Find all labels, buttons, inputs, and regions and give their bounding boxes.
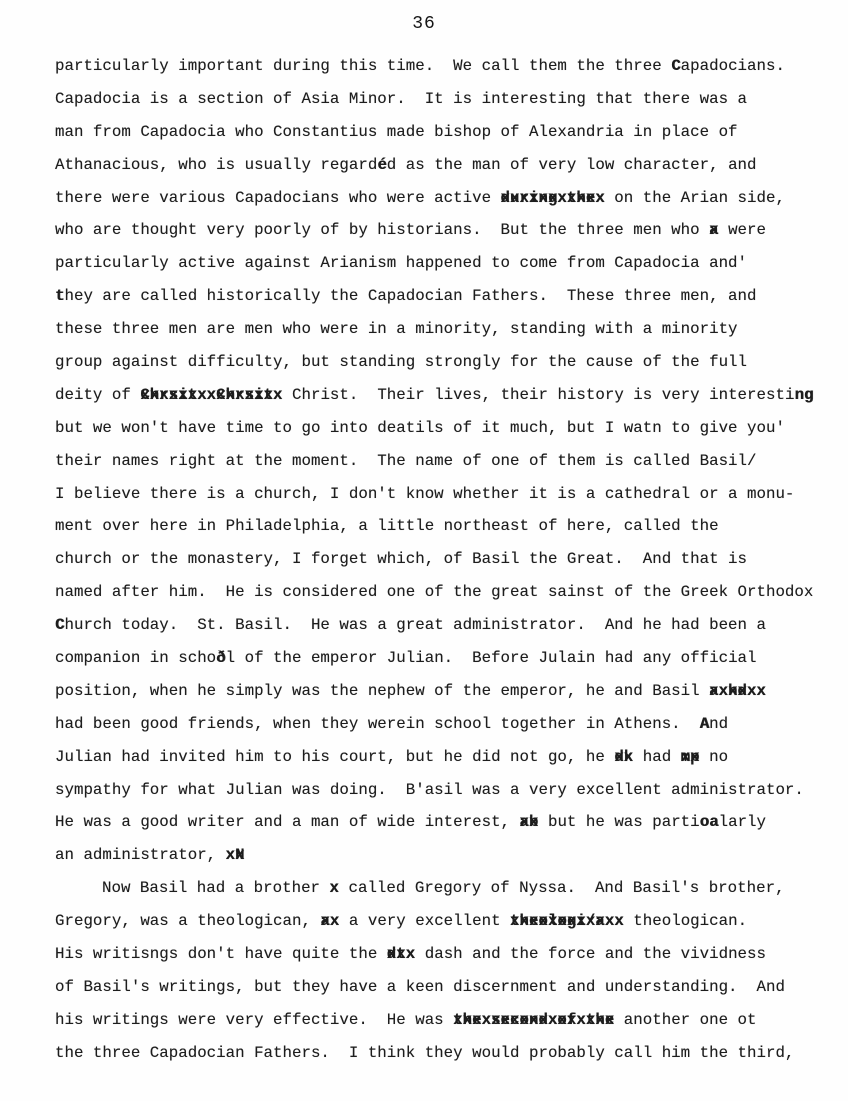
text-segment: Julian had invited him to his court, but he did not go, he xyxy=(55,747,615,766)
text-line xyxy=(55,182,830,215)
text-line xyxy=(55,149,830,182)
text-segment: another one ot xyxy=(614,1010,757,1029)
text-segment: hurch today. St. Basil. He was a great administrator. And he had been a xyxy=(64,616,766,635)
text-segment: church or the monastery, I forget which, of Basil the Great. And that is xyxy=(55,550,748,569)
text-line xyxy=(55,510,830,543)
overstruck-text: thexsecondxofxthe xxxxxxxxxxxxxxxxxxxxxxxx xyxy=(453,1004,614,1037)
text-segment: ment over here in Philadelphia, a little northeast of here, called the xyxy=(55,517,719,536)
text-line xyxy=(55,346,830,379)
text-segment: d as the man of very low character, and xyxy=(386,155,757,174)
text-segment: the three Capadocian Fathers. I think they would probably call him the third, xyxy=(55,1043,795,1062)
text-segment: his writings were very effective. He was xyxy=(55,1010,454,1029)
text-segment: deity of xyxy=(55,385,141,404)
text-segment: apadocians. xyxy=(680,57,785,75)
text-segment: position, when he simply was the nephew of the emperor, he and Basil xyxy=(55,681,710,700)
text-segment: named after him. He is considered one of the great sainst of the Greek Orthodox xyxy=(55,583,814,602)
page-number: 36 xyxy=(412,14,436,34)
text-segment: group against difficulty, but standing strongly for the cause of the full xyxy=(55,353,748,372)
text-segment: companion in scho xyxy=(55,649,217,668)
text-segment: but we won't have time to go into deatils of it much, but I watn to give you' xyxy=(55,418,785,437)
text-line xyxy=(55,445,830,478)
text-line xyxy=(55,675,830,708)
text-segment: Christ. Their lives, their history is very interesti xyxy=(282,385,795,404)
text-segment: there were various Capadocians who were active xyxy=(55,188,501,207)
text-line xyxy=(55,1037,830,1070)
text-line xyxy=(55,116,830,149)
typewritten-text-body xyxy=(0,50,848,1070)
text-line xyxy=(55,280,830,313)
overstruck-text: a xxxxxxxxxxxxxxxxxxxxxxxx xyxy=(709,214,718,247)
text-line xyxy=(55,872,830,905)
text-line xyxy=(55,905,830,938)
overstruck-text: axhdxx xxxxxxxxxxxxxxxxxxxxxxxx xyxy=(709,675,766,708)
text-segment: on the Arian side, xyxy=(604,188,785,207)
text-line xyxy=(55,806,830,839)
text-segment: were xyxy=(718,221,766,240)
text-segment: a very excellent xyxy=(339,912,511,931)
overstruck-text: mp xxxxxxxxxxxxxxxxxxxxxxxx xyxy=(681,741,700,774)
text-segment: He was a good writer and a man of wide interest, xyxy=(55,813,520,832)
overtyped-text: ng xyxy=(794,385,814,404)
text-segment: sympathy for what Julian was doing. B'asil was a very excellent administrator. xyxy=(55,780,804,799)
text-line xyxy=(55,642,830,675)
text-segment: who are thought very poorly of by historians. But the three men who xyxy=(55,221,710,240)
text-segment: called Gregory of Nyssa. And Basil's brother, xyxy=(339,879,785,898)
text-segment: particularly important during this time. We call them the three xyxy=(55,57,672,75)
overtyped-text: C xyxy=(55,616,65,635)
overstruck-text: theologi/axx xxxxxxxxxxxxxxxxxxxxxxxx xyxy=(510,905,624,938)
text-segment: of Basil's writings, but they have a keen discernment and understanding. And xyxy=(55,977,785,996)
text-segment: Capadocia is a section of Asia Minor. It is interesting that there was a xyxy=(55,89,748,108)
overstruck-text: ab xxxxxxxxxxxxxxxxxxxxxxxx xyxy=(520,806,539,839)
text-line xyxy=(55,379,830,412)
overstruck-text: dk xxxxxxxxxxxxxxxxxxxxxxxx xyxy=(614,741,633,774)
text-segment: had xyxy=(633,747,681,766)
overstruck-text: xN xxxxxxxxxxxxxxxxxxxxxxxx xyxy=(226,839,245,872)
text-line xyxy=(55,543,830,576)
text-segment: larly xyxy=(718,813,767,832)
text-line xyxy=(55,412,830,445)
overstruck-text: x xxxxxxxxxxxxxxxxxxxxxxxx xyxy=(330,872,339,905)
text-line xyxy=(55,774,830,807)
text-segment: these three men are men who were in a minority, standing with a minority xyxy=(55,320,738,339)
text-line xyxy=(55,313,830,346)
text-line xyxy=(55,741,830,774)
text-segment: His writisngs don't have quite the xyxy=(55,945,387,964)
text-segment: but he was parti xyxy=(538,813,700,832)
text-segment: Now Basil had a brother xyxy=(102,879,330,898)
text-segment: no xyxy=(699,747,729,766)
text-line xyxy=(55,247,830,280)
overstruck-text: ChrsitxxChrsitx xxxxxxxxxxxxxxxxxxxxxxxx xyxy=(140,379,282,412)
text-segment: theologican. xyxy=(623,912,748,931)
text-line xyxy=(55,478,830,511)
overtyped-text: A xyxy=(699,714,710,733)
text-segment: nd xyxy=(709,714,729,733)
overtyped-text: t xyxy=(55,287,65,306)
text-line xyxy=(55,50,830,83)
overtyped-text: ð xyxy=(216,649,226,668)
overstruck-text: ax xxxxxxxxxxxxxxxxxxxxxxxx xyxy=(320,905,339,938)
text-line xyxy=(55,576,830,609)
text-segment: particularly active against Arianism happened to come from Capadocia and' xyxy=(55,254,748,273)
overstruck-text: dtx xxxxxxxxxxxxxxxxxxxxxxxx xyxy=(387,938,415,971)
text-segment: man from Capadocia who Constantius made bishop of Alexandria in place of xyxy=(55,122,738,141)
overtyped-text: C xyxy=(671,57,681,75)
text-segment: Gregory, was a theologican, xyxy=(55,912,321,931)
text-line xyxy=(55,971,830,1004)
overtyped-text: é xyxy=(377,155,387,174)
text-segment: I believe there is a church, I don't know whether it is a cathedral or a monu- xyxy=(55,484,795,503)
overstruck-text: duringxthex xxxxxxxxxxxxxxxxxxxxxxxx xyxy=(501,182,605,215)
text-line xyxy=(55,83,830,116)
text-line xyxy=(55,938,830,971)
text-segment: dash and the force and the vividness xyxy=(415,945,766,964)
text-line xyxy=(55,708,830,741)
text-line xyxy=(55,839,830,872)
text-line xyxy=(55,609,830,642)
overtyped-text: oa xyxy=(699,813,719,832)
text-segment: hey are called historically the Capadocian Fathers. These three men, and xyxy=(64,287,757,306)
text-segment: l of the emperor Julian. Before Julain had any official xyxy=(225,649,757,668)
text-segment: their names right at the moment. The name of one of them is called Basil/ xyxy=(55,451,757,470)
text-segment: had been good friends, when they werein school together in Athens. xyxy=(55,714,700,733)
text-segment: an administrator, xyxy=(55,846,226,865)
text-segment: Athanacious, who is usually regard xyxy=(55,155,378,174)
text-line xyxy=(55,1004,830,1037)
text-line xyxy=(55,214,830,247)
